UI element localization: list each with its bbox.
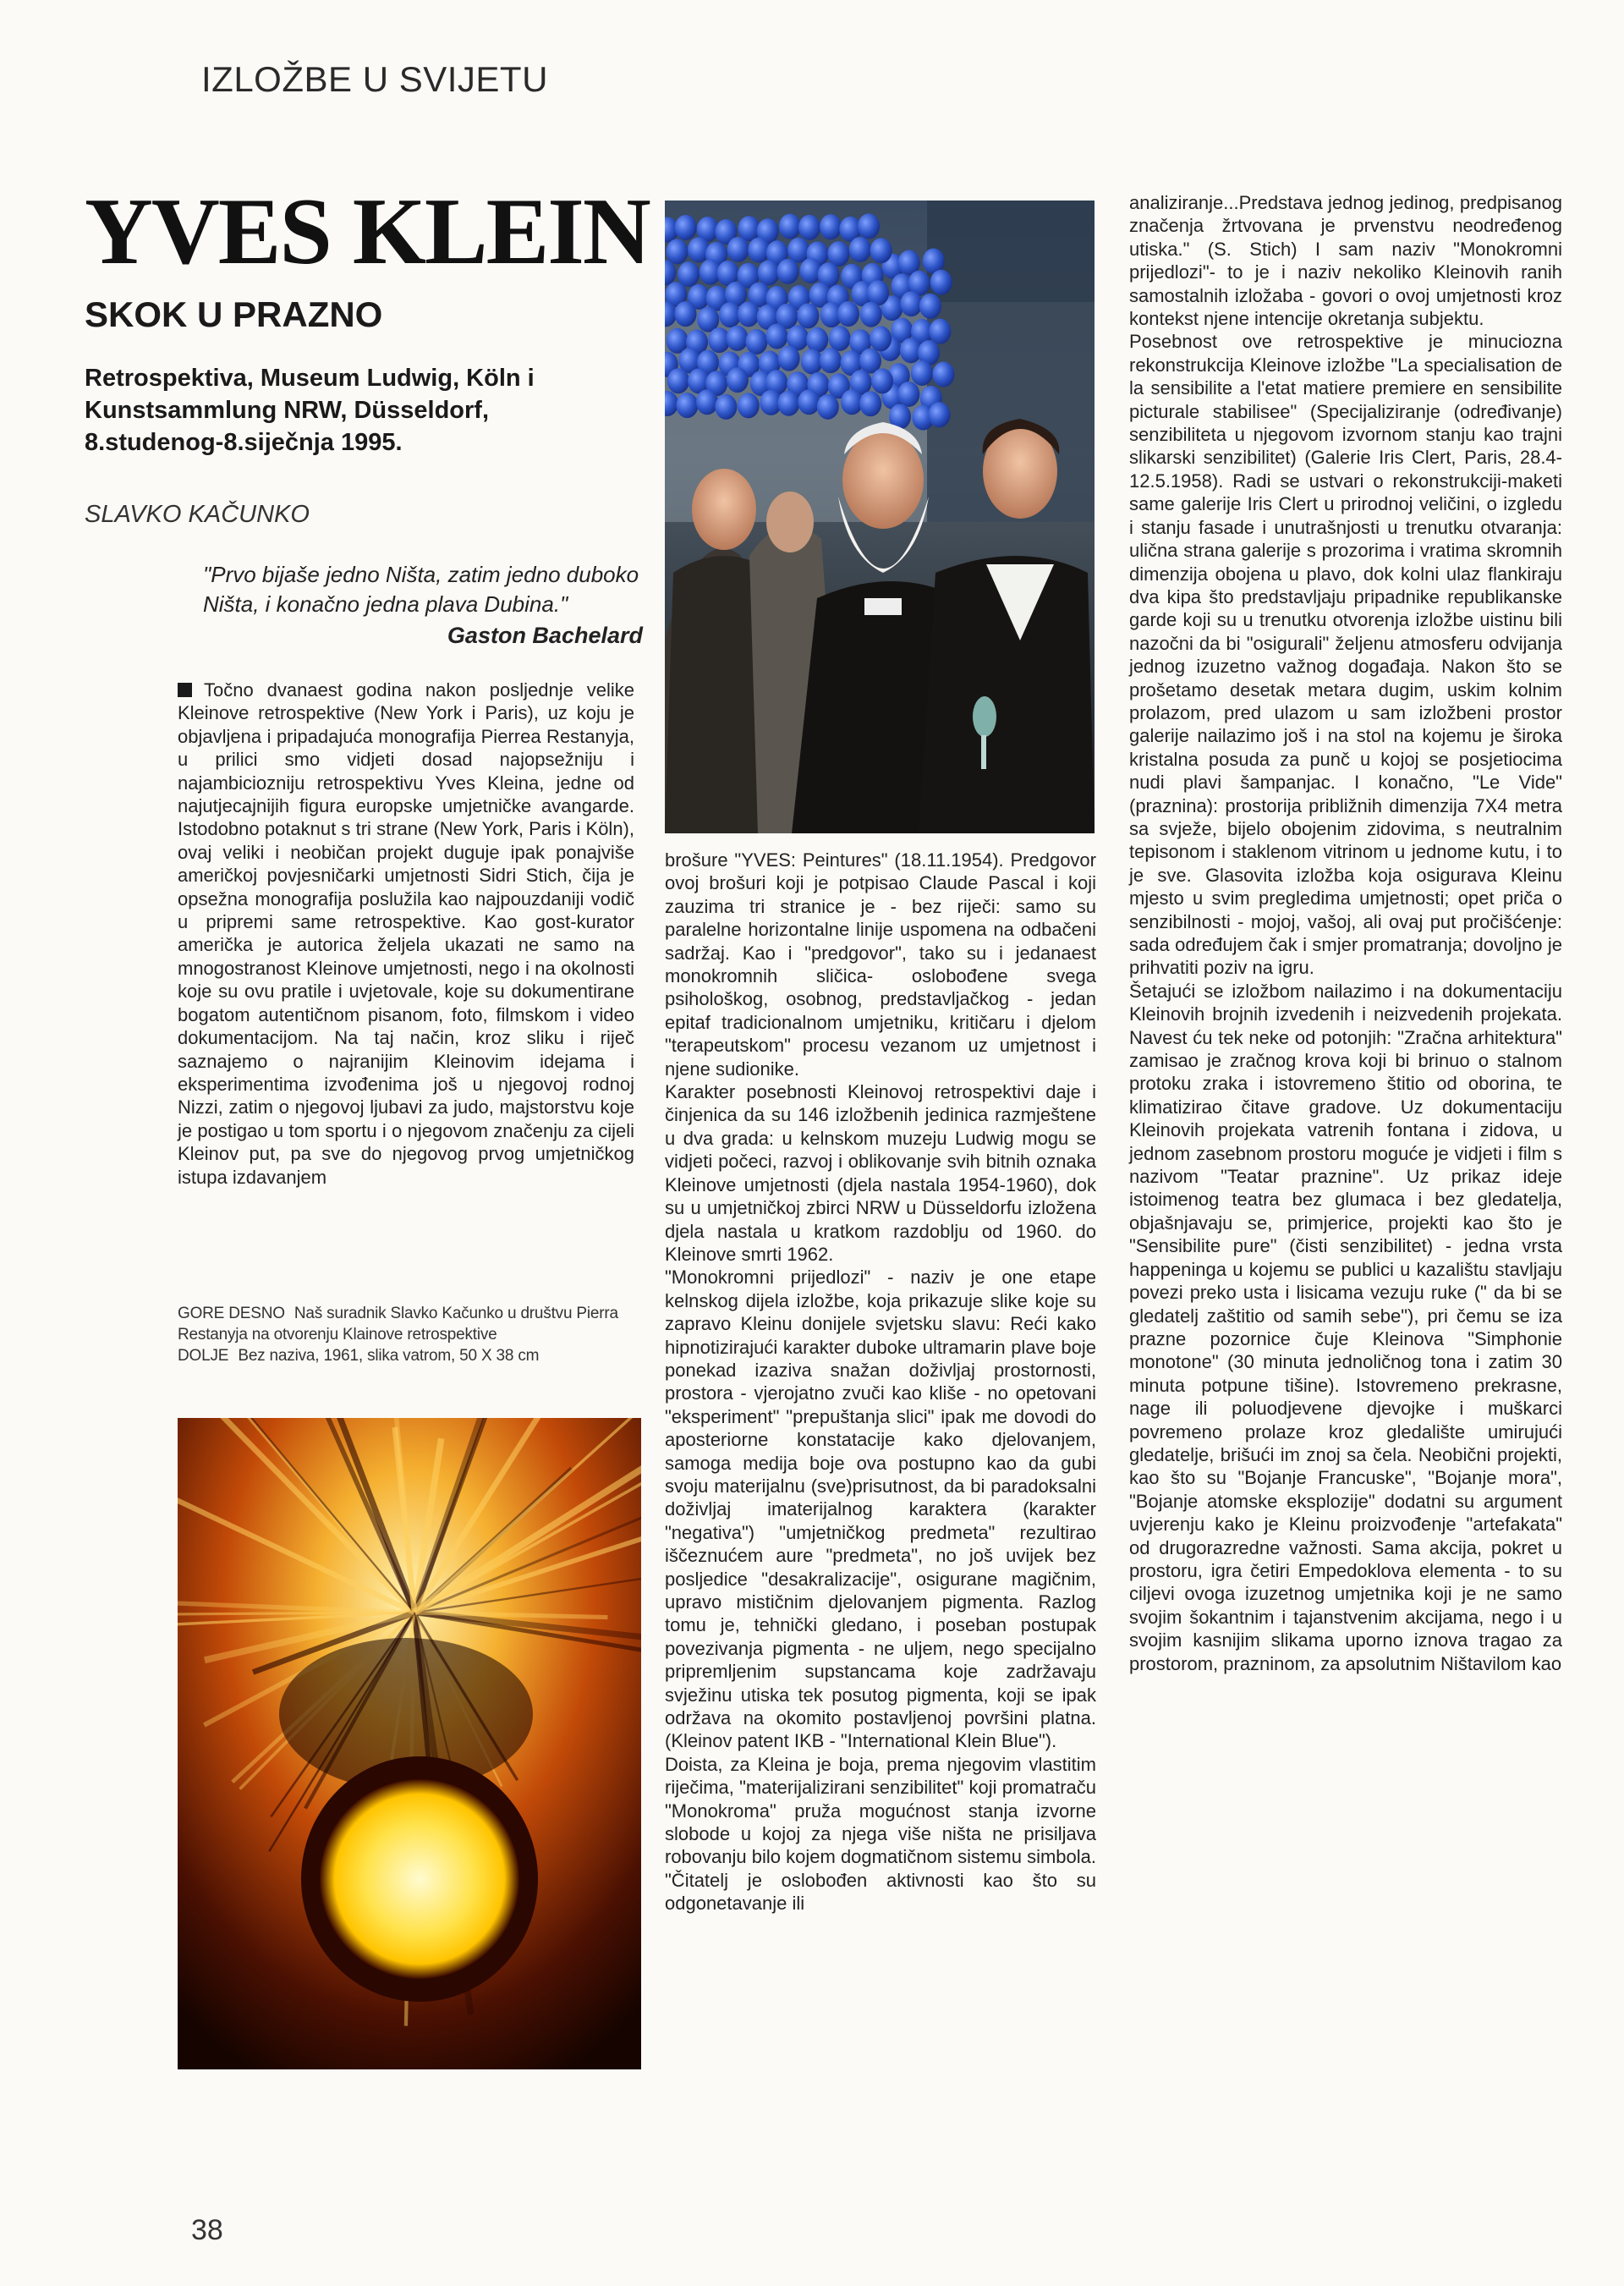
- blue-balloon: [860, 302, 882, 327]
- blue-balloon: [779, 214, 801, 239]
- text-column-3: [1129, 191, 1562, 1675]
- blue-balloon: [849, 237, 871, 262]
- photo-captions: [178, 1303, 639, 1366]
- blue-balloon: [930, 270, 952, 295]
- blue-balloon: [929, 402, 951, 427]
- article-title: YVES KLEIN: [85, 179, 650, 284]
- paragraph: Posebnost ove retrospektive je minuciozna rekonstrukcija Kleinove izložbe "La specialisation de la sensibilite a l'etat matiere premiere en sensibilite picturale stabilisee" (Specijaliziranje (određivanje) senzibiliteta u njegovom izvornom stanju kao trajni slikarski senzibilitet) (Galerie Iris Clert, Paris, 28.4-12.5.1958). Radi se ustvari o rekonstrukciji-maketi same galerije Iris Clert u prirodnoj veličini, o izgledu i stanju fasade i unutrašnjosti u trenutku otvaranja: ulična strana galerije s prozorima i vratima skromnih dimenzija obojena u plavo, dok kolni ulaz flankiraju dva kipa što predstavljaju pripadnike republikanske garde koji su u trenutku otvorenja izložbe uistinu bili nazočni da bi "osigurali" željenu atmosferu odvijanja jednog izuzetno važnog događaja. Nakon što se prošetamo desetak metara dugim, uskim kolnim prolazom, pred ulazom u sam izložbeni prostor galerije nailazimo još i na stol na kojemu je široka kristalna posuda za punč u kojoj se posjetiocima nudi plavi šampanjac. I konačno, "Le Vide" (praznina): prostorija približnih dimenzija 7X4 metra sa svježe, bijelo obojenim zidovima, s neutralnim tepisonom i staklenom vitrinom u jednome kutu, i to je sve. Glasovita izložba koja osigurava Kleinu mjesto u svim pregledima umjetnosti; opet priča o senzibilnosti - mojoj, vašoj, ali ovaj put pročišćenje: sada određujem čak i smjer promatranja; dovoljno je prihvatiti poziv na igru.: [1129, 331, 1562, 979]
- blue-balloon: [798, 389, 820, 415]
- article-subtitle: SKOK U PRAZNO: [85, 294, 383, 334]
- blue-balloon: [801, 349, 823, 374]
- blue-balloon: [837, 301, 859, 327]
- opening-photo: [665, 201, 1095, 833]
- blue-balloon: [829, 326, 851, 351]
- fire-painting-photo: [178, 1418, 641, 2069]
- paragraph: analiziranje...Predstava jednog jedinog, predpisanog značenja žrtvovana je prvenstvu neodređenog utiska." (S. Stich) I sam naziv "Monokromni prijedlozi"- to je i naziv nekoliko Kleinovih ranih samostalnih izložaba - govori o ovoj umjetnosti kroz kontekst njene intencije okretanja subjektu.: [1129, 192, 1562, 330]
- blue-balloon: [758, 261, 780, 286]
- paragraph: Šetajući se izložbom nailazimo i na dokumentaciju Kleinovih brojnih izvedenih i neizvedenih projekata. Navest ću tek neke od potonjih: "Zračna arhitektura" zamisao je zračnog krova koji bi brinuo o stalnom protoku zraka i istovremeno štitio od oborina, te klimatizirao čitave gradove. Uz dokumentaciju Kleinovih projekata vatrenih fontana i zidova, u jednom zasebnom prostoru moguće je vidjeti i film s nazivom "Teatar praznine". Uz prikaz ideje istoimenog teatra bez glumaca i bez gledatelja, objašnjavaju se, primjerice, projekti kao što je "Sensibilite pure" (čisti senzibilitet) - jedna vrsta happeninga u kojemu se publici u kazalištu stavljaju povezi preko usta i lisicama vezuju ruke (" da bi se gledatelj zaštitio od samih sebe"), pri čemu se iza prazne pozornice čuje Kleinova "Simphonie monotone" (30 minuta jednoličnog tona i zatim 30 minuta potpune tišine). Istovremeno prekrasne, nage ili poluodjevene djevojke i muškarci povremeno prolaze kroz gledalište umirujući gledatelje, brišući im znoj sa čela. Neobični projekti, kao što su "Bojanje Francuske", "Bojanje mora", "Bojanje atomske eksplozije" dodatni su argument uvjerenju kako je Kleinu proizvođenje "artefakata" od drugorazredne važnosti. Sama akcija, pokret u prostoru, igra četiri Empedoklova elementa - to su ciljevi ovoga izuzetnog umjetnika koji je ne samo svojim šokantnim i tajanstvenim akcijama, nego i u svojim kasnijim slikama uporno iznova tragao za prostorom, prazninom, za apsolutnim Ništavilom kao: [1129, 980, 1562, 1674]
- blue-balloon: [778, 346, 800, 371]
- blue-balloon: [870, 238, 892, 263]
- paragraph: brošure "YVES: Peintures" (18.11.1954). Predgovor ovoj brošuri koji je potpisao Claude Pascal i koji zauzima tri stranice je - bez riječi: samo su paralelne horizontalne linije uspomena na odbačeni sadržaj. Kao i "predgovor", tako su i jedanaest monokromnih sličica- oslobođene svega psihološkog, osobnog, predstavljačkog - jedan epitaf tradicionalnom umjetniku, kritičaru i djelom "terapeutskom" procesu vezanom uz umjetnost i njene sudionike.: [665, 849, 1096, 1080]
- blue-balloon: [715, 394, 737, 420]
- blue-balloon: [820, 348, 842, 373]
- caption-key-top: GORE DESNO: [178, 1305, 285, 1322]
- blue-balloon: [738, 301, 760, 327]
- caption-key-bottom: DOLJE: [178, 1347, 229, 1365]
- blue-balloon: [820, 214, 842, 239]
- caption-text-top: Naš suradnik Slavko Kačunko u društvu Pierra Restanyja na otvorenju Klainove retrospektive: [178, 1305, 618, 1344]
- text-column-1: [178, 679, 634, 1189]
- blue-balloon: [674, 301, 696, 327]
- text-column-2: [665, 849, 1096, 1915]
- section-header: IZLOŽBE U SVIJETU: [201, 59, 548, 99]
- blue-balloon: [676, 393, 698, 418]
- paragraph: [178, 679, 634, 1189]
- blue-balloon: [841, 389, 863, 415]
- blue-balloon: [696, 389, 718, 415]
- blue-balloon: [929, 319, 951, 344]
- blue-balloon: [727, 367, 749, 393]
- blue-balloon: [806, 327, 828, 353]
- opening-photo-image: [665, 201, 1095, 833]
- blue-balloon: [667, 368, 689, 393]
- caption-text-bottom: Bez naziva, 1961, slika vatrom, 50 X 38 cm: [238, 1347, 540, 1365]
- paragraph-start-square-icon: [178, 683, 192, 697]
- blue-balloon: [798, 215, 820, 240]
- blue-balloon: [797, 303, 819, 328]
- blue-balloon: [897, 382, 919, 407]
- blue-balloon: [871, 368, 893, 393]
- paragraph: Doista, za Kleina je boja, prema njegovim vlastitim riječima, "materijalizirani senzibilitet" koji promatraču "Monokroma" pruža mogućnost stanja izvorne slobode u kojoj za njega više ništa ne prisiljava robovanju bilo kojem dogmatičnom sistemu simbola. "Čitatelj je oslobođen aktivnosti kao što su odgonetavanje ili: [665, 1753, 1096, 1915]
- author-byline: SLAVKO KAČUNKO: [85, 501, 310, 528]
- epigraph-quote: "Prvo bijaše jedno Ništa, zatim jedno duboko Ništa, i konačno jedna plava Dubina.": [203, 562, 639, 617]
- page-number: 38: [191, 2214, 223, 2246]
- blue-balloon: [667, 239, 689, 264]
- blue-balloon: [777, 259, 799, 284]
- blue-balloon: [919, 294, 941, 319]
- blue-balloon: [787, 238, 809, 263]
- paragraph: Karakter posebnosti Kleinovoj retrospektivi daje i činjenica da su 146 izložbenih jedinica razmještene u dva grada: u kelnskom muzeju Ludwig mogu se vidjeti počeci, razvoj i oblikovanje svih bitnih oznaka Kleinove umjetnosti (djela nastala 1954-1960), dok su u umjetničkoj zbirci NRW u Düsseldorfu izložena djela nastala u kratkom razdoblju od 1960. do Kleinove smrti 1962.: [665, 1081, 1096, 1265]
- epigraph-source: Gaston Bachelard: [447, 623, 643, 648]
- blue-balloon: [900, 291, 922, 316]
- blue-balloon: [777, 391, 799, 416]
- paragraph: "Monokromni prijedlozi" - naziv je one etape kelnskog dijela izložbe, koja prikazuje slike koje su zapravo Kleinu donijele svjetsku slavu: Reći kako hipnotizirajući karakter duboke ultramarin plave boje ponekad izaziva snažan doživljaj prostornosti, prostora - vjerojatno zvuči kao kliše - no opetovani "eksperiment" "prepuštanja slici" ipak me dovodi do aposteriorne konstatacije kako djelovanjem, samoga medija boje ova postupno kao da gubi svoju materijalnu (sve)prisutnost, da bi paradoksalni doživljaj imaterijalnog karaktera (karakter "negativa") "umjetničkog predmeta" rezultirao iščeznućem aure "predmeta", no još uvijek bez posljedice "desakralizacije", osigurane magičnim, upravo mističnim djelovanjem pigmenta. Razlog tomu je, tehnički gledano, i poseban postupak povezivanja pigmenta - ne uljem, nego specijalno pripremljenim supstancama koje zadržavaju svježinu utiska tek posutog pigmenta, koji se ipak održava na okomito postavljenoj površini platna. (Kleinov patent IKB - "International Klein Blue").: [665, 1267, 1096, 1752]
- blue-balloon: [738, 393, 760, 418]
- fire-painting-image: [178, 1418, 641, 2069]
- blue-balloon: [745, 329, 767, 354]
- exhibition-info: Retrospektiva, Museum Ludwig, Köln i Kunstsammlung NRW, Düsseldorf, 8.studenog-8.siječnja 1995.: [85, 365, 535, 456]
- blue-balloon: [870, 326, 892, 351]
- paragraph-text: Točno dvanaest godina nakon posljednje velike Kleinove retrospektive (New York i Paris), uz koju je objavljena i pripadajuća monografija Pierrea Restanyja, u prilici smo vidjeti dosad najopsežniju i najambiciozniju retrospektivu Yves Kleina, jedne od najutjecajnijih figura europske umjetničke avangarde. Istodobno potaknut s tri strane (New York, Paris i Köln), ovaj veliki i neobičan projekt duguje ipak ponajviše američkoj povjesničarki umjetnosti Sidri Stich, čija je opsežna monografija poslužila kao najpouzdaniji vodič u pripremi same retrospektive. Kao gost-kurator američka je autorica željela ukazati ne samo na mnogostranost Kleinove umjetnosti, nego i na okolnosti koje su ovu pratile i uvjetovale, koje su dokumentirane bogatom autentičnom pisanom, foto, filmskom i video dokumentacijom. Na taj način, kroz sliku i riječ saznajemo o najranijim Kleinovim idejama i eksperimentima izvođenima još u njegovoj rodnoj Nizzi, zatim o njegovoj ljubavi za judo, majstorstvu koje je postigao u tom sportu i o njegovom značenju za cijeli Kleinov put, pa sve do njegovog prvog umjetničkog istupa izdavanjem: [178, 679, 634, 1188]
- blue-balloon: [858, 213, 880, 239]
- blue-balloon: [817, 394, 839, 420]
- blue-balloon: [932, 361, 954, 387]
- blue-balloon: [911, 360, 933, 386]
- blue-balloon: [765, 324, 787, 349]
- blue-balloon: [727, 237, 749, 262]
- blue-balloon: [675, 215, 697, 240]
- blue-balloon: [727, 326, 749, 351]
- blue-balloon: [859, 391, 881, 416]
